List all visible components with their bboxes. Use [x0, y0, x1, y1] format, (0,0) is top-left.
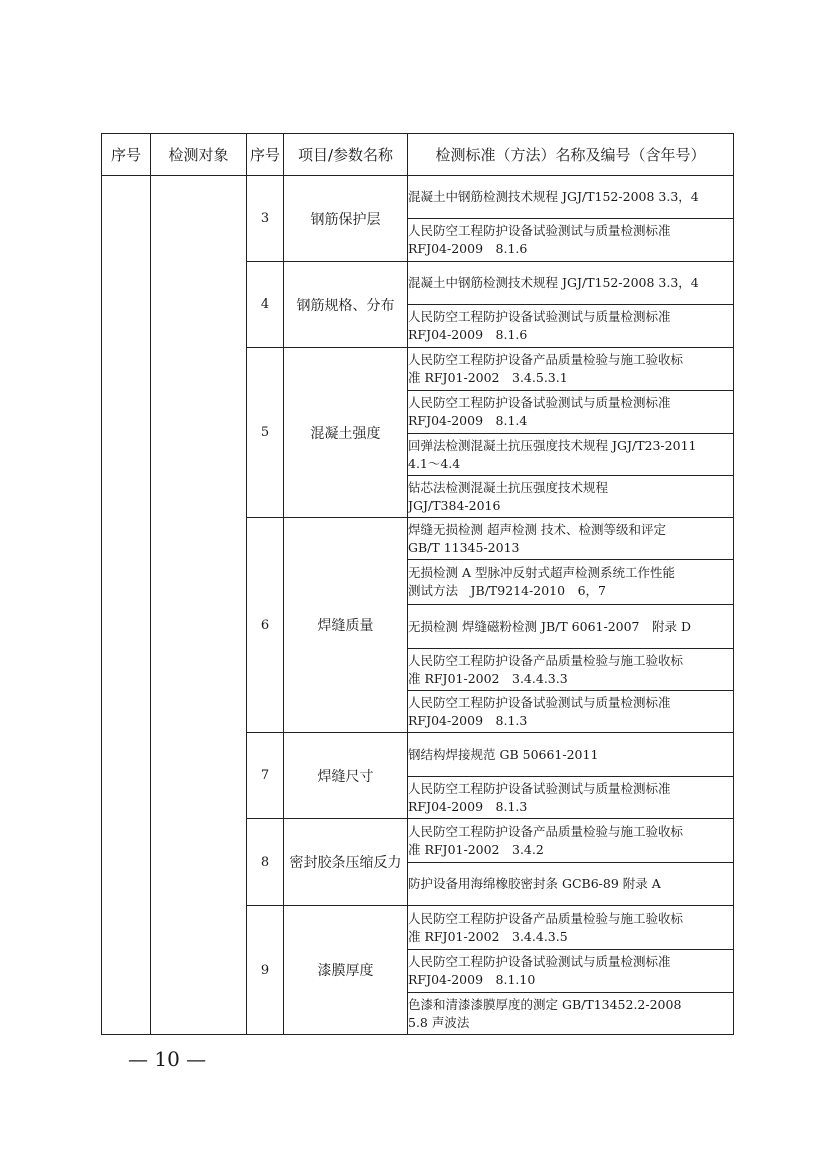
- standard-cell: [408, 993, 734, 1035]
- standard-line: 人民防空工程防护设备产品质量检验与施工验收标: [408, 652, 684, 668]
- standard-cell: [408, 691, 734, 733]
- standard-line: GB/T 11345-2013: [408, 539, 520, 555]
- standard-cell: [408, 391, 734, 434]
- item-name: 钢筋保护层: [284, 176, 408, 262]
- standard-line: RFJ04-2009 8.1.6: [408, 241, 528, 256]
- header-parameter-name: 项目/参数名称: [284, 134, 408, 176]
- standard-line: RFJ04-2009 8.1.10: [408, 972, 536, 987]
- item-name: 焊缝尺寸: [284, 733, 408, 819]
- standard-cell: [408, 560, 734, 605]
- item-number: 9: [247, 906, 284, 1035]
- item-number: 8: [247, 819, 284, 906]
- item-name: 漆膜厚度: [284, 906, 408, 1035]
- standard-line: 色漆和清漆漆膜厚度的测定 GB/T13452.2-2008: [408, 996, 682, 1012]
- standard-cell: [408, 819, 734, 863]
- standard-cell: [408, 950, 734, 993]
- standard-line: 人民防空工程防护设备试验测试与质量检测标准: [408, 395, 671, 410]
- standard-cell: [408, 219, 734, 262]
- standard-cell: [408, 348, 734, 391]
- test-object-cell: [151, 176, 247, 1035]
- standard-cell: [408, 605, 734, 649]
- standard-cell: [408, 518, 734, 560]
- standards-table: [101, 133, 734, 1035]
- standard-line: 人民防空工程防护设备试验测试与质量检测标准: [408, 780, 671, 796]
- header-serial: 序号: [102, 134, 151, 176]
- header-test-object: 检测对象: [151, 134, 247, 176]
- standard-line: 人民防空工程防护设备产品质量检验与施工验收标: [408, 352, 684, 367]
- serial-cell: [102, 176, 151, 1035]
- standard-line: 准 RFJ01-2002 3.4.4.3.5: [408, 928, 568, 944]
- header-standard: 检测标准（方法）名称及编号（含年号）: [408, 134, 734, 176]
- standard-cell: [408, 863, 734, 906]
- standard-cell: [408, 434, 734, 476]
- item-number: 5: [247, 348, 284, 518]
- table-row: [102, 176, 734, 219]
- standard-line: 5.8 声波法: [408, 1014, 470, 1030]
- standard-line: 准 RFJ01-2002 3.4.5.3.1: [408, 370, 568, 385]
- header-item-serial: 序号: [247, 134, 284, 176]
- standard-line: 人民防空工程防护设备试验测试与质量检测标准: [408, 954, 671, 969]
- standard-line: 回弹法检测混凝土抗压强度技术规程 JGJ/T23-2011: [408, 437, 697, 453]
- standard-cell: [408, 476, 734, 518]
- standard-cell: [408, 777, 734, 819]
- table-header-row: [102, 134, 734, 176]
- standard-line: 无损检测 A 型脉冲反射式超声检测系统工作性能: [408, 565, 675, 580]
- standard-cell: [408, 906, 734, 950]
- item-name: 钢筋规格、分布: [284, 262, 408, 348]
- standard-line: 准 RFJ01-2002 3.4.2: [408, 841, 544, 857]
- standard-cell: [408, 305, 734, 348]
- page-number: — 10 —: [128, 1047, 207, 1071]
- standard-line: 人民防空工程防护设备试验测试与质量检测标准: [408, 223, 671, 238]
- item-name: 混凝土强度: [284, 348, 408, 518]
- standard-line: 人民防空工程防护设备产品质量检验与施工验收标: [408, 910, 684, 926]
- item-number: 4: [247, 262, 284, 348]
- standard-line: RFJ04-2009 8.1.6: [408, 327, 528, 342]
- standard-line: RFJ04-2009 8.1.3: [408, 798, 528, 814]
- standard-line: 人民防空工程防护设备试验测试与质量检测标准: [408, 309, 671, 324]
- standard-line: RFJ04-2009 8.1.3: [408, 712, 528, 728]
- standard-line: 钢结构焊接规范 GB 50661-2011: [408, 746, 599, 762]
- item-number: 6: [247, 518, 284, 733]
- standard-line: 测试方法 JB/T9214-2010 6，7: [408, 583, 606, 598]
- item-number: 3: [247, 176, 284, 262]
- standard-line: 人民防空工程防护设备产品质量检验与施工验收标: [408, 823, 684, 839]
- standard-cell: [408, 733, 734, 777]
- item-name: 焊缝质量: [284, 518, 408, 733]
- standard-cell: [408, 649, 734, 691]
- standard-line: JGJ/T384-2016: [408, 497, 501, 513]
- standard-cell: [408, 176, 734, 219]
- item-name: 密封胶条压缩反力: [284, 819, 408, 906]
- standard-line: 防护设备用海绵橡胶密封条 GCB6-89 附录 A: [408, 876, 661, 891]
- standard-line: 准 RFJ01-2002 3.4.4.3.3: [408, 670, 568, 686]
- standard-line: 无损检测 焊缝磁粉检测 JB/T 6061-2007 附录 D: [408, 618, 692, 634]
- standard-line: 混凝土中钢筋检测技术规程 JGJ/T152-2008 3.3，4: [408, 189, 699, 204]
- standard-line: 焊缝无损检测 超声检测 技术、检测等级和评定: [408, 521, 666, 537]
- item-number: 7: [247, 733, 284, 819]
- standard-line: 人民防空工程防护设备试验测试与质量检测标准: [408, 694, 671, 710]
- standard-line: 4.1～4.4: [408, 455, 461, 471]
- standard-line: RFJ04-2009 8.1.4: [408, 413, 528, 428]
- standard-line: 钻芯法检测混凝土抗压强度技术规程: [408, 479, 609, 495]
- standard-line: 混凝土中钢筋检测技术规程 JGJ/T152-2008 3.3，4: [408, 275, 699, 290]
- standard-cell: [408, 262, 734, 305]
